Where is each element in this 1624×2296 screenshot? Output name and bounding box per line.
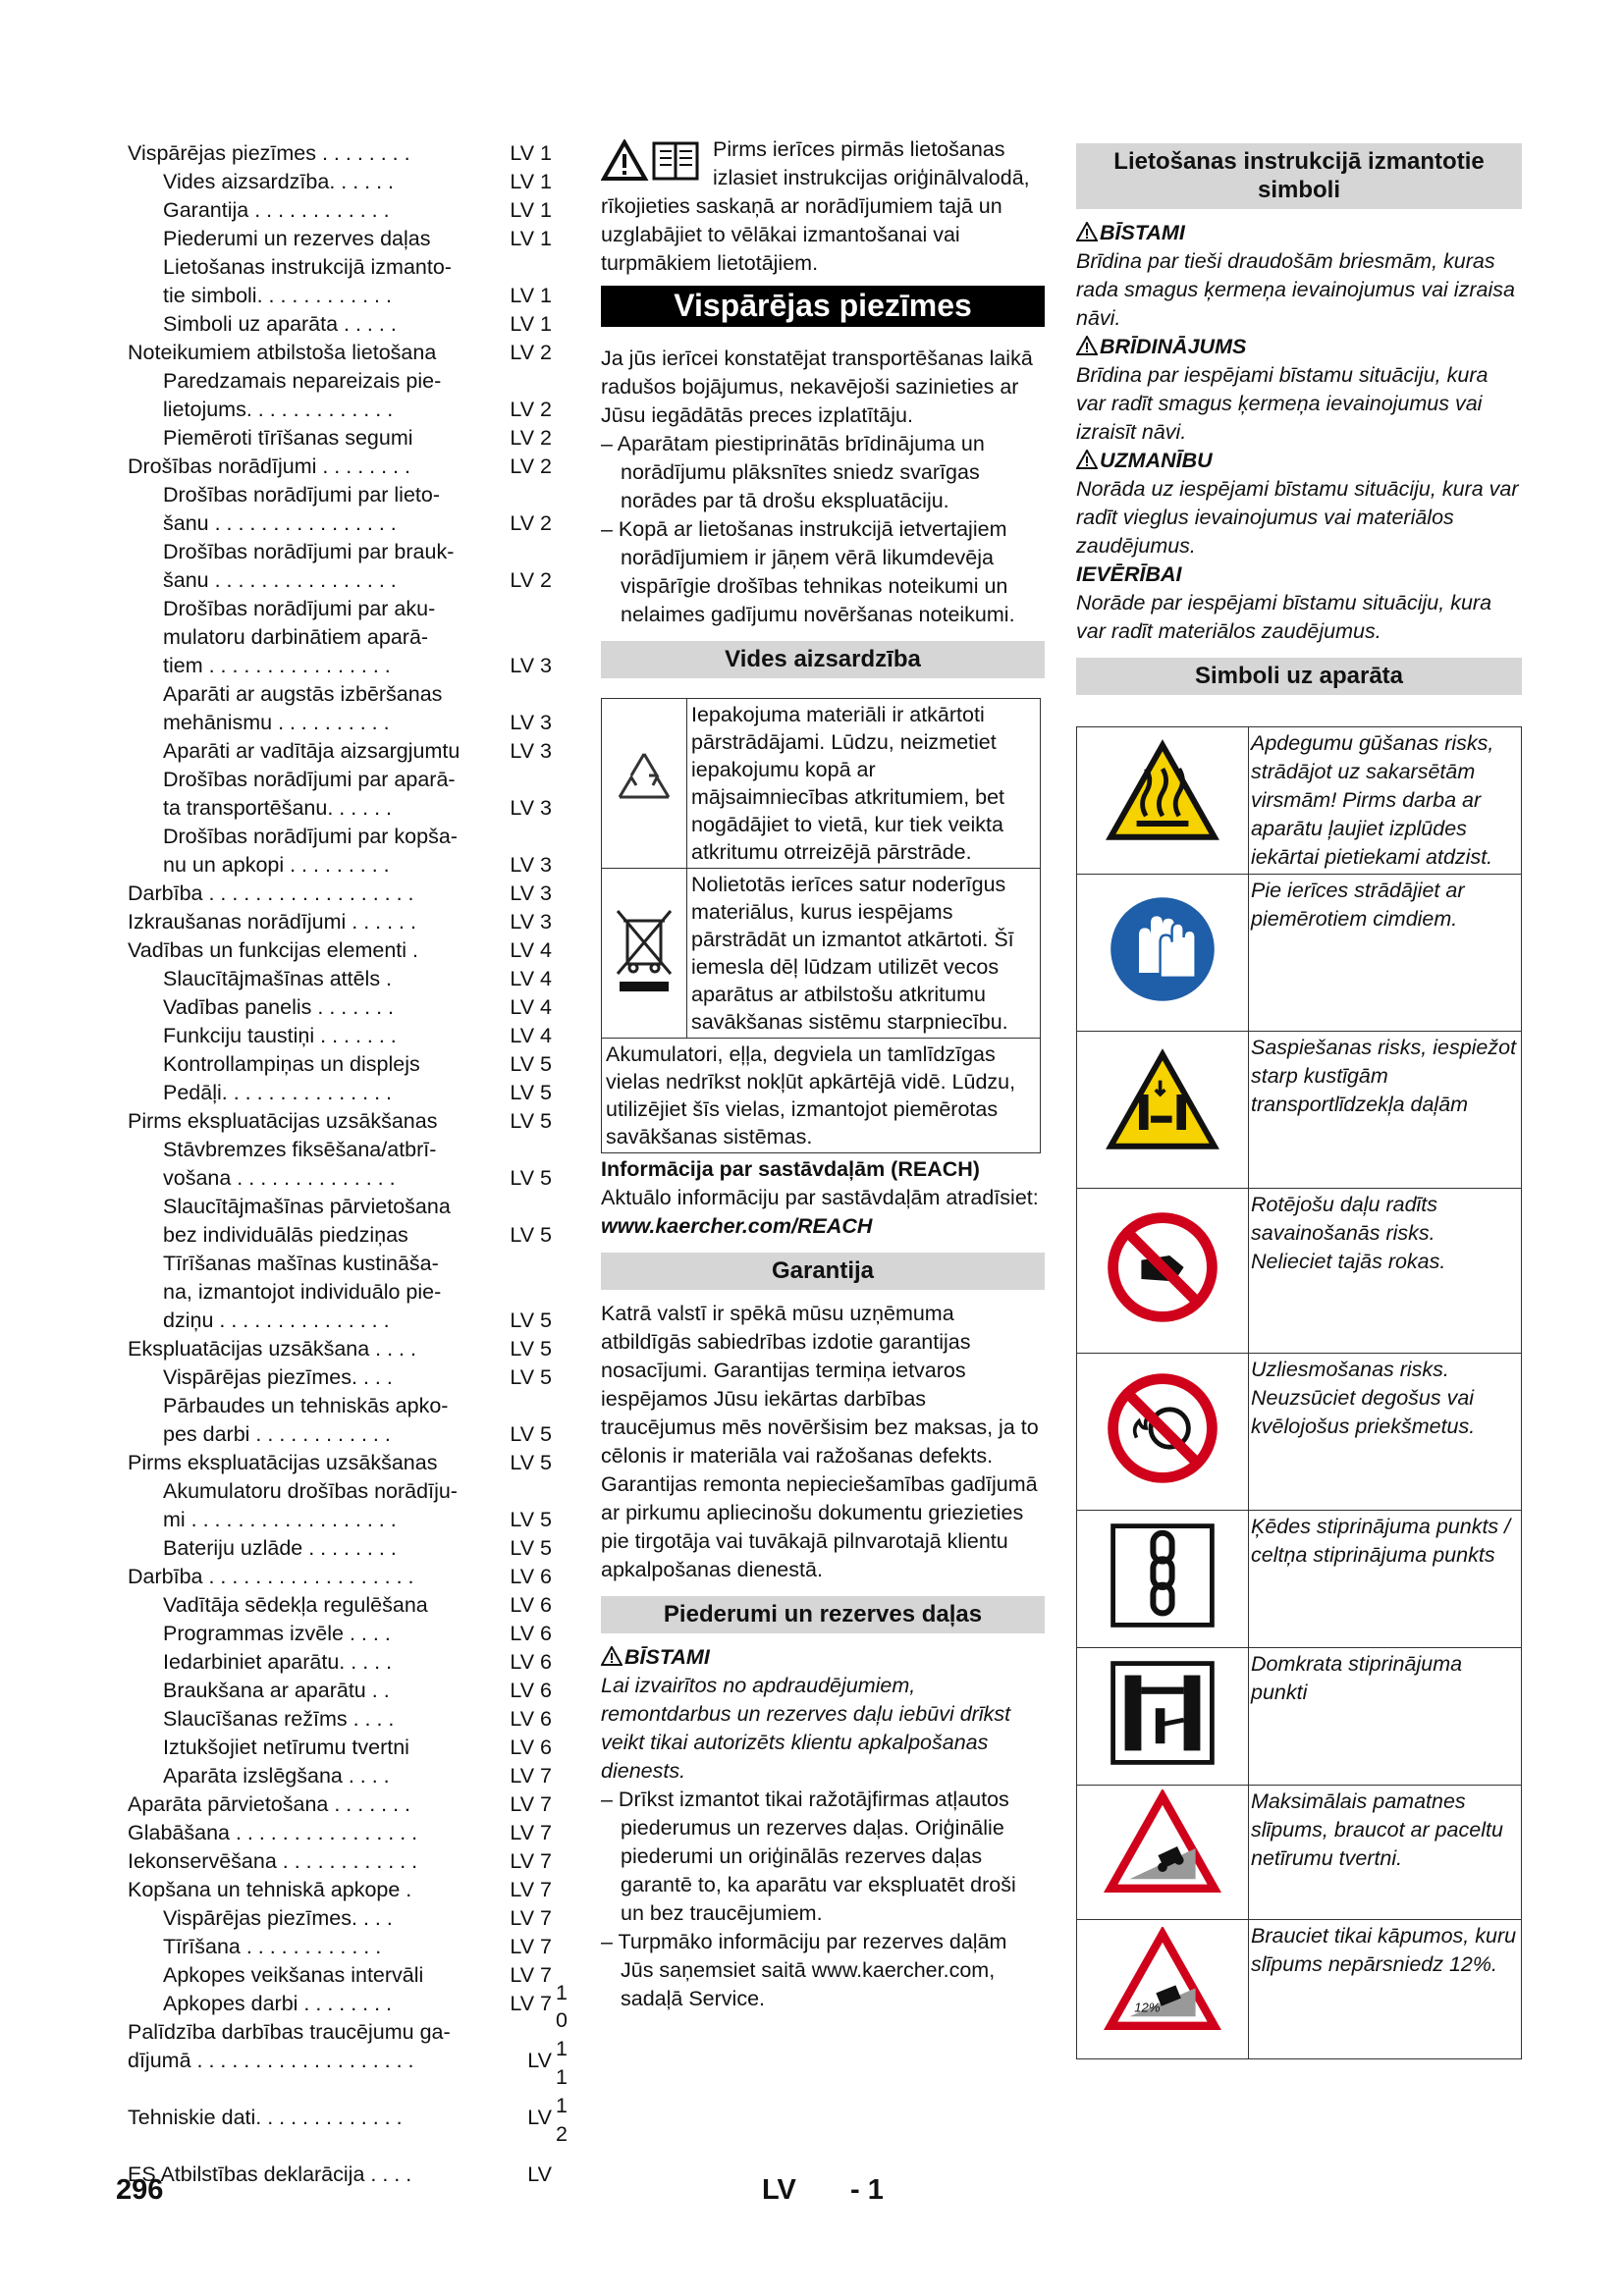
main-title: Vispārējas piezīmes	[601, 286, 1045, 327]
toc-entry[interactable]	[128, 1990, 552, 2018]
toc-entry-page: LV 2	[510, 568, 552, 592]
toc-entry-page: LV	[527, 2049, 552, 2072]
toc-entry[interactable]	[128, 652, 552, 680]
general-item: – Aparātam piestiprinātās brīdinājuma un norādījumu plāksnītes sniedz svarīgas norādes par tā drošu ekspluatāciju.	[601, 432, 985, 512]
toc-entry[interactable]	[128, 595, 552, 623]
symbol-label: BRĪDINĀJUMS	[1100, 335, 1247, 358]
toc-entry-title: dziņu . . . . . . . . . . . . . . .	[163, 1308, 390, 1332]
toc-entry-title: ES Atbilstības deklarācija . . . .	[128, 2163, 412, 2186]
toc-entry-page: LV 6	[510, 1650, 552, 1674]
toc-entry-title: lietojums. . . . . . . . . . . . .	[163, 398, 394, 421]
device-symbol-text: Saspiešanas risks, iespiežot starp kustīgām transportlīdzekļa daļām	[1249, 1032, 1522, 1189]
slope-icon	[1104, 1789, 1221, 1907]
toc-entry[interactable]	[128, 880, 552, 908]
toc-entry-title: nu un apkopi . . . . . . . . .	[163, 853, 390, 877]
device-symbol-text: Rotējošu daļu radīts savainošanās risks. Nelieciet tajās rokas.	[1249, 1189, 1522, 1354]
toc-entry[interactable]	[128, 1221, 552, 1250]
toc-entry-page: LV 5	[510, 1508, 552, 1531]
toc-entry[interactable]	[128, 481, 552, 509]
toc-entry-title: bez individuālās piedziņas	[163, 1223, 408, 1247]
toc-entry-title: Paredzamais nepareizais pie-	[163, 369, 442, 393]
reach-title: Informācija par sastāvdaļām (REACH)	[601, 1157, 980, 1181]
accessories-item: – Drīkst izmantot tikai ražotājfirmas atļautos piederumus un rezerves daļas. Oriģinālie piederumi un oriģinālās rezerves daļas garantē to, ka aparātu var ekspluatēt droši un bez traucējumiem.	[601, 1788, 1016, 1925]
toc-entry-title: Slaucīšanas režīms . . . .	[163, 1707, 395, 1731]
toc-entry-page: LV 7	[510, 1992, 552, 2015]
toc-entry-title: Vadības un funkcijas elementi .	[128, 938, 418, 962]
toc-entry-title: Ekspluatācijas uzsākšana . . . .	[128, 1337, 416, 1361]
symbol-label: UZMANĪBU	[1100, 449, 1213, 472]
accessories-section-title: Piederumi un rezerves daļas	[601, 1596, 1045, 1633]
toc-entry[interactable]	[128, 168, 552, 196]
symbol-label: BĪSTAMI	[1100, 221, 1185, 244]
device-symbol-row	[1077, 1920, 1522, 2059]
hot-surface-icon	[1104, 738, 1221, 856]
toc-entry-title: Slaucītājmašīnas pārvietošana	[163, 1195, 451, 1218]
toc-entry-page: LV 5	[510, 1308, 552, 1332]
toc-entry-title: pes darbi . . . . . . . . . . . .	[163, 1422, 391, 1446]
toc-entry-page: LV 3	[510, 711, 552, 734]
device-symbol-row	[1077, 1032, 1522, 1189]
toc-entry-page: LV 4	[510, 995, 552, 1019]
toc-entry[interactable]	[128, 1933, 552, 1961]
danger-heading: BĪSTAMI	[601, 1643, 1045, 1672]
warning-manual-icon	[601, 139, 705, 183]
toc-entry[interactable]	[128, 2075, 552, 2104]
env-row-text: Iepakojuma materiāli ir atkārtoti pārstrādājami. Lūdzu, neizmetiet iepakojumu kopā ar mājsaimniecības atkritumiem, bet nogādājiet to vietā, kur tiek veikta atkritumu otrreizējā pārstrāde.	[687, 699, 1041, 869]
toc-entry-page: LV 5	[510, 1451, 552, 1474]
toc-entry-title: Programmas izvēle . . . .	[163, 1622, 391, 1645]
toc-entry-title: Drošības norādījumi par aparā-	[163, 768, 456, 791]
toc-entry-page: LV 5	[510, 1081, 552, 1104]
toc-entry-title: Darbība . . . . . . . . . . . . . . . . . .	[128, 881, 414, 905]
toc-side-number: 2	[556, 2122, 568, 2146]
toc-entry-title: Vadības panelis . . . . . . .	[163, 995, 395, 1019]
toc-entry[interactable]	[128, 936, 552, 965]
device-symbol-row	[1077, 727, 1522, 875]
toc-entry-page: LV 1	[510, 198, 552, 222]
table-of-contents	[128, 139, 552, 2189]
toc-entry-page: LV 6	[510, 1593, 552, 1617]
toc-entry-title: Aparāti ar vadītāja aizsargjumtu	[163, 739, 460, 763]
toc-entry[interactable]	[128, 1278, 552, 1307]
symbol-heading	[1076, 447, 1522, 475]
wheelie-bin-crossed-icon	[610, 901, 678, 999]
toc-entry[interactable]	[128, 1790, 552, 1819]
device-symbol-text: Domkrata stiprinājuma punkti	[1249, 1648, 1522, 1786]
toc-entry-page: LV 3	[510, 739, 552, 763]
symbol-heading	[1076, 333, 1522, 361]
toc-entry-title: Bateriju uzlāde . . . . . . . .	[163, 1536, 397, 1560]
toc-entry[interactable]	[128, 367, 552, 396]
toc-entry[interactable]	[128, 310, 552, 339]
danger-text: Lai izvairītos no apdraudējumiem, remontdarbus un rezerves daļu iebūvi drīkst veikt tikai autorizēts klientu apkalpošanas dienests.	[601, 1674, 1011, 1783]
jack-point-icon	[1104, 1654, 1221, 1772]
device-symbol-row	[1077, 875, 1522, 1032]
warranty-section-title: Garantija	[601, 1253, 1045, 1290]
toc-entry-title: dījumā . . . . . . . . . . . . . . . . . . .	[128, 2049, 414, 2072]
toc-entry-title: Tehniskie dati. . . . . . . . . . . . .	[128, 2106, 403, 2129]
toc-entry-page: LV	[527, 2163, 552, 2186]
toc-entry[interactable]	[128, 1506, 552, 1534]
toc-entry-page: LV 7	[510, 1935, 552, 1958]
toc-entry[interactable]	[128, 1449, 552, 1477]
toc-entry-page: LV 3	[510, 853, 552, 877]
env-row-text: Nolietotās ierīces satur noderīgus materiālus, kurus iespējams pārstrādāt un izmantot atkārtoti. Šī iemesla dēļ lūdzam utilizēt vecos aparātus ar atbilstošu atkritumu savākšanas sistēmu starpniecību.	[687, 869, 1041, 1039]
toc-entry-title: Noteikumiem atbilstoša lietošana	[128, 341, 437, 364]
toc-entry-title: tiem . . . . . . . . . . . . . . . .	[163, 654, 391, 677]
toc-entry-title: vošana . . . . . . . . . . . . . .	[163, 1166, 396, 1190]
toc-entry-page: LV 7	[510, 1849, 552, 1873]
toc-entry-page: LV 5	[510, 1365, 552, 1389]
warning-triangle-icon	[601, 1646, 623, 1666]
symbol-label: IEVĒRĪBAI	[1076, 562, 1182, 586]
toc-entry-page: LV 5	[510, 1166, 552, 1190]
toc-entry-title: mehānismu . . . . . . . . . .	[163, 711, 390, 734]
toc-entry-page: LV 1	[510, 170, 552, 193]
toc-side-number: 1	[556, 1981, 568, 2004]
toc-entry-title: Slaucītājmašīnas attēls .	[163, 967, 393, 990]
toc-entry-page: LV 7	[510, 1764, 552, 1788]
toc-entry-page: LV 4	[510, 1024, 552, 1047]
toc-side-number: 0	[556, 2008, 568, 2032]
toc-entry[interactable]	[128, 424, 552, 453]
toc-entry-page: LV 6	[510, 1707, 552, 1731]
toc-entry-title: Pedāļi. . . . . . . . . . . . . . .	[163, 1081, 392, 1104]
toc-entry-title: šanu . . . . . . . . . . . . . . . .	[163, 511, 397, 535]
toc-entry[interactable]	[128, 2018, 552, 2047]
toc-entry[interactable]	[128, 1307, 552, 1335]
toc-entry-page: LV 4	[510, 967, 552, 990]
toc-entry[interactable]	[128, 1819, 552, 1847]
slope-12-icon	[1104, 1927, 1221, 2045]
device-symbol-text: Brauciet tikai kāpumos, kuru slīpums nepārsniedz 12%.	[1249, 1920, 1522, 2059]
toc-entry-page: LV 1	[510, 141, 552, 165]
recycle-icon	[610, 746, 678, 815]
toc-entry-title: Aparāta pārvietošana . . . . . . .	[128, 1792, 411, 1816]
toc-entry-title: Garantija . . . . . . . . . . . .	[163, 198, 390, 222]
toc-entry[interactable]	[128, 1477, 552, 1506]
toc-entry[interactable]	[128, 623, 552, 652]
toc-entry[interactable]	[128, 1591, 552, 1620]
toc-entry-page: LV 7	[510, 1878, 552, 1901]
toc-entry[interactable]	[128, 1335, 552, 1363]
toc-entry-title: Piederumi un rezerves daļas	[163, 227, 431, 250]
toc-entry-title: Lietošanas instrukcijā izmanto-	[163, 255, 452, 279]
device-symbol-row	[1077, 1354, 1522, 1511]
env-section-title: Vides aizsardzība	[601, 641, 1045, 678]
toc-entry-title: Izkraušanas norādījumi . . . . . .	[128, 910, 416, 934]
toc-entry-title: Akumulatoru drošības norādīju-	[163, 1479, 458, 1503]
device-symbol-text: Uzliesmošanas risks. Neuzsūciet degošus vai kvēlojošus priekšmetus.	[1249, 1354, 1522, 1511]
toc-entry-page: LV 4	[510, 938, 552, 962]
toc-entry-title: Apkopes veikšanas intervāli	[163, 1963, 424, 1987]
device-symbols-table	[1076, 726, 1522, 2059]
no-hands-rotating-icon	[1104, 1208, 1221, 1326]
toc-entry-title: Darbība . . . . . . . . . . . . . . . . . .	[128, 1565, 414, 1588]
toc-entry-page: LV 6	[510, 1679, 552, 1702]
toc-entry-title: Drošības norādījumi par lieto-	[163, 483, 441, 507]
toc-entry-title: Iedarbiniet aparātu. . . . .	[163, 1650, 393, 1674]
toc-entry[interactable]	[128, 1620, 552, 1648]
toc-entry[interactable]	[128, 1705, 552, 1734]
toc-entry-title: mi . . . . . . . . . . . . . . . . . .	[163, 1508, 397, 1531]
toc-entry[interactable]	[128, 794, 552, 823]
toc-entry[interactable]	[128, 509, 552, 538]
toc-entry-title: Vadītāja sēdekļa regulēšana	[163, 1593, 428, 1617]
toc-entry[interactable]	[128, 1648, 552, 1677]
language-code: LV	[762, 2174, 796, 2206]
crush-hand-icon	[1104, 1047, 1221, 1165]
env-row-text: Akumulatori, eļļa, degviela un tamlīdzīgas vielas nedrīkst nokļūt apkārtējā vidē. Lūdzu, utilizējiet šīs vielas, izmantojot piemērotas savākšanas sistēmas.	[602, 1039, 1041, 1153]
device-symbols-title: Simboli uz aparāta	[1076, 658, 1522, 695]
intro-text: Pirms ierīces pirmās lietošanas izlasiet instrukcijas oriģinālvalodā, rīkojieties saskaņā ar norādījumiem tajā un uzglabājiet to vēlākai izmantošanai vai turpmākiem lietotājiem.	[601, 137, 1030, 275]
toc-entry[interactable]	[128, 396, 552, 424]
toc-entry[interactable]	[128, 1164, 552, 1193]
toc-entry[interactable]	[128, 1107, 552, 1136]
toc-entry-title: Palīdzība darbības traucējumu ga-	[128, 2020, 451, 2044]
toc-entry-title: tie simboli. . . . . . . . . . . .	[163, 284, 392, 307]
toc-entry-title: Glabāšana . . . . . . . . . . . . . . . .	[128, 1821, 418, 1844]
toc-entry[interactable]	[128, 1420, 552, 1449]
toc-entry-page: LV 2	[510, 454, 552, 478]
toc-entry[interactable]	[128, 1250, 552, 1278]
toc-entry[interactable]	[128, 225, 552, 253]
toc-entry[interactable]	[128, 1677, 552, 1705]
toc-entry-title: Tīrīšana . . . . . . . . . . . .	[163, 1935, 382, 1958]
toc-entry-title: Simboli uz aparāta . . . . .	[163, 312, 397, 336]
toc-entry-title: Vispārējas piezīmes. . . .	[163, 1906, 393, 1930]
toc-side-number: 1	[556, 2065, 568, 2089]
toc-entry[interactable]	[128, 1534, 552, 1563]
toc-entry[interactable]	[128, 196, 552, 225]
device-symbol-text: Pie ierīces strādājiet ar piemērotiem cimdiem.	[1249, 875, 1522, 1032]
general-item: – Kopā ar lietošanas instrukcijā ietvertajiem norādījumiem ir jāņem vērā likumdevēja vispārīgie drošības tehnikas noteikumi un nelaimes gadījumu novēršanas noteikumi.	[601, 517, 1015, 626]
warning-triangle-icon	[1076, 222, 1098, 241]
toc-entry-title: Vispārējas piezīmes . . . . . . . .	[128, 141, 410, 165]
toc-entry[interactable]	[128, 538, 552, 566]
toc-entry-page: LV 5	[510, 1422, 552, 1446]
env-table	[601, 698, 1041, 1153]
general-para: Ja jūs ierīcei konstatējat transportēšanas laikā radušos bojājumus, nekavējoši sazinieties ar Jūsu iegādātās preces izplatītāju.	[601, 347, 1033, 427]
toc-entry-page: LV 5	[510, 1052, 552, 1076]
chain-point-icon	[1104, 1517, 1221, 1634]
toc-entry-page: LV 3	[510, 796, 552, 820]
toc-entry-title: mulatoru darbinātiem aparā-	[163, 625, 429, 649]
toc-entry-title: Kontrollampiņas un displejs	[163, 1052, 420, 1076]
toc-entry[interactable]	[128, 2047, 552, 2075]
toc-entry-page: LV 6	[510, 1565, 552, 1588]
toc-entry[interactable]	[128, 1363, 552, 1392]
toc-entry-title: Iztukšojiet netīrumu tvertni	[163, 1735, 409, 1759]
toc-entry-page: LV 5	[510, 1223, 552, 1247]
device-symbol-text: Ķēdes stiprinājuma punkts / celtņa stiprinājuma punkts	[1249, 1511, 1522, 1648]
toc-entry[interactable]	[128, 1563, 552, 1591]
toc-entry[interactable]	[128, 139, 552, 168]
toc-entry[interactable]	[128, 1762, 552, 1790]
toc-entry-page: LV 2	[510, 398, 552, 421]
toc-entry-title: Aparāti ar augstās izbēršanas	[163, 682, 443, 706]
toc-entry-page: LV 6	[510, 1735, 552, 1759]
toc-entry-title: na, izmantojot individuālo pie-	[163, 1280, 442, 1304]
toc-entry-title: Tīrīšanas mašīnas kustināša-	[163, 1252, 439, 1275]
toc-entry[interactable]	[128, 709, 552, 737]
toc-entry-page: LV 7	[510, 1906, 552, 1930]
toc-entry-page: LV 7	[510, 1792, 552, 1816]
toc-entry-page: LV 5	[510, 1337, 552, 1361]
toc-entry[interactable]	[128, 1193, 552, 1221]
toc-entry-page: LV 3	[510, 910, 552, 934]
device-symbol-text: Maksimālais pamatnes slīpums, braucot ar paceltu netīrumu tvertni.	[1249, 1786, 1522, 1920]
toc-entry-title: Pārbaudes un tehniskās apko-	[163, 1394, 449, 1417]
toc-entry[interactable]	[128, 766, 552, 794]
toc-entry[interactable]	[128, 253, 552, 282]
toc-entry[interactable]	[128, 851, 552, 880]
toc-entry-title: Drošības norādījumi par brauk-	[163, 540, 455, 563]
toc-entry-title: Pirms ekspluatācijas uzsākšanas	[128, 1451, 438, 1474]
warning-triangle-icon	[1076, 450, 1098, 469]
toc-entry[interactable]	[128, 1847, 552, 1876]
symbol-heading	[1076, 561, 1522, 589]
reach-link[interactable]: www.kaercher.com/REACH	[601, 1214, 873, 1238]
device-symbol-row	[1077, 1648, 1522, 1786]
toc-entry[interactable]	[128, 965, 552, 993]
toc-entry-page: LV 3	[510, 881, 552, 905]
toc-entry-title: Funkciju taustiņi . . . . . . .	[163, 1024, 397, 1047]
toc-entry-title: Apkopes darbi . . . . . . . .	[163, 1992, 393, 2015]
toc-entry[interactable]	[128, 737, 552, 766]
page-number: 296	[116, 2174, 164, 2206]
toc-entry-title: Kopšana un tehniskā apkope .	[128, 1878, 412, 1901]
toc-entry-page: LV 7	[510, 1963, 552, 1987]
toc-entry[interactable]	[128, 2161, 552, 2189]
toc-entry-title: šanu . . . . . . . . . . . . . . . .	[163, 568, 397, 592]
toc-entry-page: LV 1	[510, 227, 552, 250]
right-column	[1076, 143, 1522, 2059]
device-symbol-row	[1077, 1511, 1522, 1648]
toc-entry-title: Vispārējas piezīmes. . . .	[163, 1365, 393, 1389]
device-symbol-text: Apdegumu gūšanas risks, strādājot uz sakarsētām virsmām! Pirms darba ar aparātu ļaujiet izplūdes iekārtai pietiekami atdzist.	[1249, 727, 1522, 875]
toc-entry-title: Stāvbremzes fiksēšana/atbrī-	[163, 1138, 437, 1161]
toc-entry-page: LV	[527, 2106, 552, 2129]
symbol-description: Norāda uz iespējami bīstamu situāciju, kura var radīt vieglus ievainojumus vai materiālos zaudējumus.	[1076, 477, 1519, 558]
toc-entry[interactable]	[128, 1734, 552, 1762]
toc-entry[interactable]	[128, 2132, 552, 2161]
toc-entry-title: Iekonservēšana . . . . . . . . . . . .	[128, 1849, 418, 1873]
toc-entry-page: LV 6	[510, 1622, 552, 1645]
toc-entry[interactable]	[128, 1136, 552, 1164]
toc-entry-title: Vides aizsardzība. . . . . .	[163, 170, 395, 193]
toc-entry[interactable]	[128, 993, 552, 1022]
toc-entry[interactable]	[128, 908, 552, 936]
toc-entry-title: Braukšana ar aparātu . .	[163, 1679, 390, 1702]
symbol-description: Brīdina par iespējami bīstamu situāciju, kura var radīt smagus ķermeņa ievainojumus vai izraisīt nāvi.	[1076, 363, 1489, 444]
accessories-item: – Turpmāko informāciju par rezerves daļām Jūs saņemsiet saitā www.kaercher.com, sadaļā Service.	[601, 1930, 1007, 2010]
toc-side-number: 1	[556, 2037, 568, 2060]
toc-entry-page: LV 3	[510, 654, 552, 677]
toc-entry-page: LV 5	[510, 1109, 552, 1133]
toc-entry[interactable]	[128, 453, 552, 481]
toc-entry-title: Drošības norādījumi par aku-	[163, 597, 436, 620]
toc-entry-title: ta transportēšanu. . . . . .	[163, 796, 393, 820]
warranty-text: Katrā valstī ir spēkā mūsu uzņēmuma atbildīgās sabiedrības izdotie garantijas nosacījumi. Garantijas termiņa ietvaros iespējamos Jūsu iekārtas darbības traucējumus mēs novēršisim bez maksas, ja to cēlonis ir materiāla vai ražošanas defekts. Garantijas remonta nepieciešamības gadījumā ar pirkumu apliecinošu dokumentu griezieties pie tirgotāja vai tuvākajā pilnvarotajā klientu apkalpošanas dienestā.	[601, 1302, 1039, 1581]
intro-block	[601, 135, 1045, 278]
toc-entry[interactable]	[128, 1876, 552, 1904]
toc-entry-title: Aparāta izslēgšana . . . .	[163, 1764, 390, 1788]
toc-entry[interactable]	[128, 680, 552, 709]
no-flammable-icon	[1104, 1369, 1221, 1487]
gloves-icon	[1104, 890, 1221, 1008]
symbol-description: Norāde par iespējami bīstamu situāciju, kura var radīt materiālos zaudējumus.	[1076, 591, 1492, 643]
toc-entry-title: Piemēroti tīrīšanas segumi	[163, 426, 413, 450]
manual-symbols-title: Lietošanas instrukcijā izmantotie simboli	[1076, 143, 1522, 209]
symbol-description: Brīdina par tieši draudošām briesmām, kuras rada smagus ķermeņa ievainojumus vai izraisa nāvi.	[1076, 249, 1515, 330]
section-page: - 1	[850, 2174, 884, 2206]
svg-text:12%: 12%	[1134, 1999, 1161, 2014]
symbol-heading	[1076, 219, 1522, 247]
toc-entry-title: Drošības norādījumi . . . . . . . .	[128, 454, 410, 478]
toc-entry[interactable]	[128, 1961, 552, 1990]
toc-entry[interactable]	[128, 1392, 552, 1420]
middle-column	[601, 135, 1045, 2013]
toc-entry[interactable]	[128, 339, 552, 367]
toc-entry[interactable]	[128, 1050, 552, 1079]
device-symbol-row	[1077, 1189, 1522, 1354]
toc-entry[interactable]	[128, 1079, 552, 1107]
toc-entry[interactable]	[128, 1904, 552, 1933]
toc-entry-page: LV 1	[510, 284, 552, 307]
device-symbol-row	[1077, 1786, 1522, 1920]
toc-entry[interactable]	[128, 1022, 552, 1050]
toc-entry-page: LV 5	[510, 1536, 552, 1560]
reach-text: Aktuālo informāciju par sastāvdaļām atradīsiet:	[601, 1186, 1039, 1209]
toc-entry-title: Pirms ekspluatācijas uzsākšanas	[128, 1109, 438, 1133]
toc-entry-page: LV 2	[510, 511, 552, 535]
toc-entry-page: LV 7	[510, 1821, 552, 1844]
toc-entry[interactable]	[128, 566, 552, 595]
toc-entry-page: LV 1	[510, 312, 552, 336]
toc-entry-page: LV 2	[510, 341, 552, 364]
toc-side-number: 1	[556, 2094, 568, 2117]
manual-symbols-list	[1076, 219, 1522, 646]
warning-triangle-icon	[1076, 336, 1098, 355]
toc-entry[interactable]	[128, 823, 552, 851]
toc-entry-page: LV 2	[510, 426, 552, 450]
toc-entry[interactable]	[128, 282, 552, 310]
toc-entry-title: Drošības norādījumi par kopša-	[163, 825, 458, 848]
toc-entry[interactable]	[128, 2104, 552, 2132]
